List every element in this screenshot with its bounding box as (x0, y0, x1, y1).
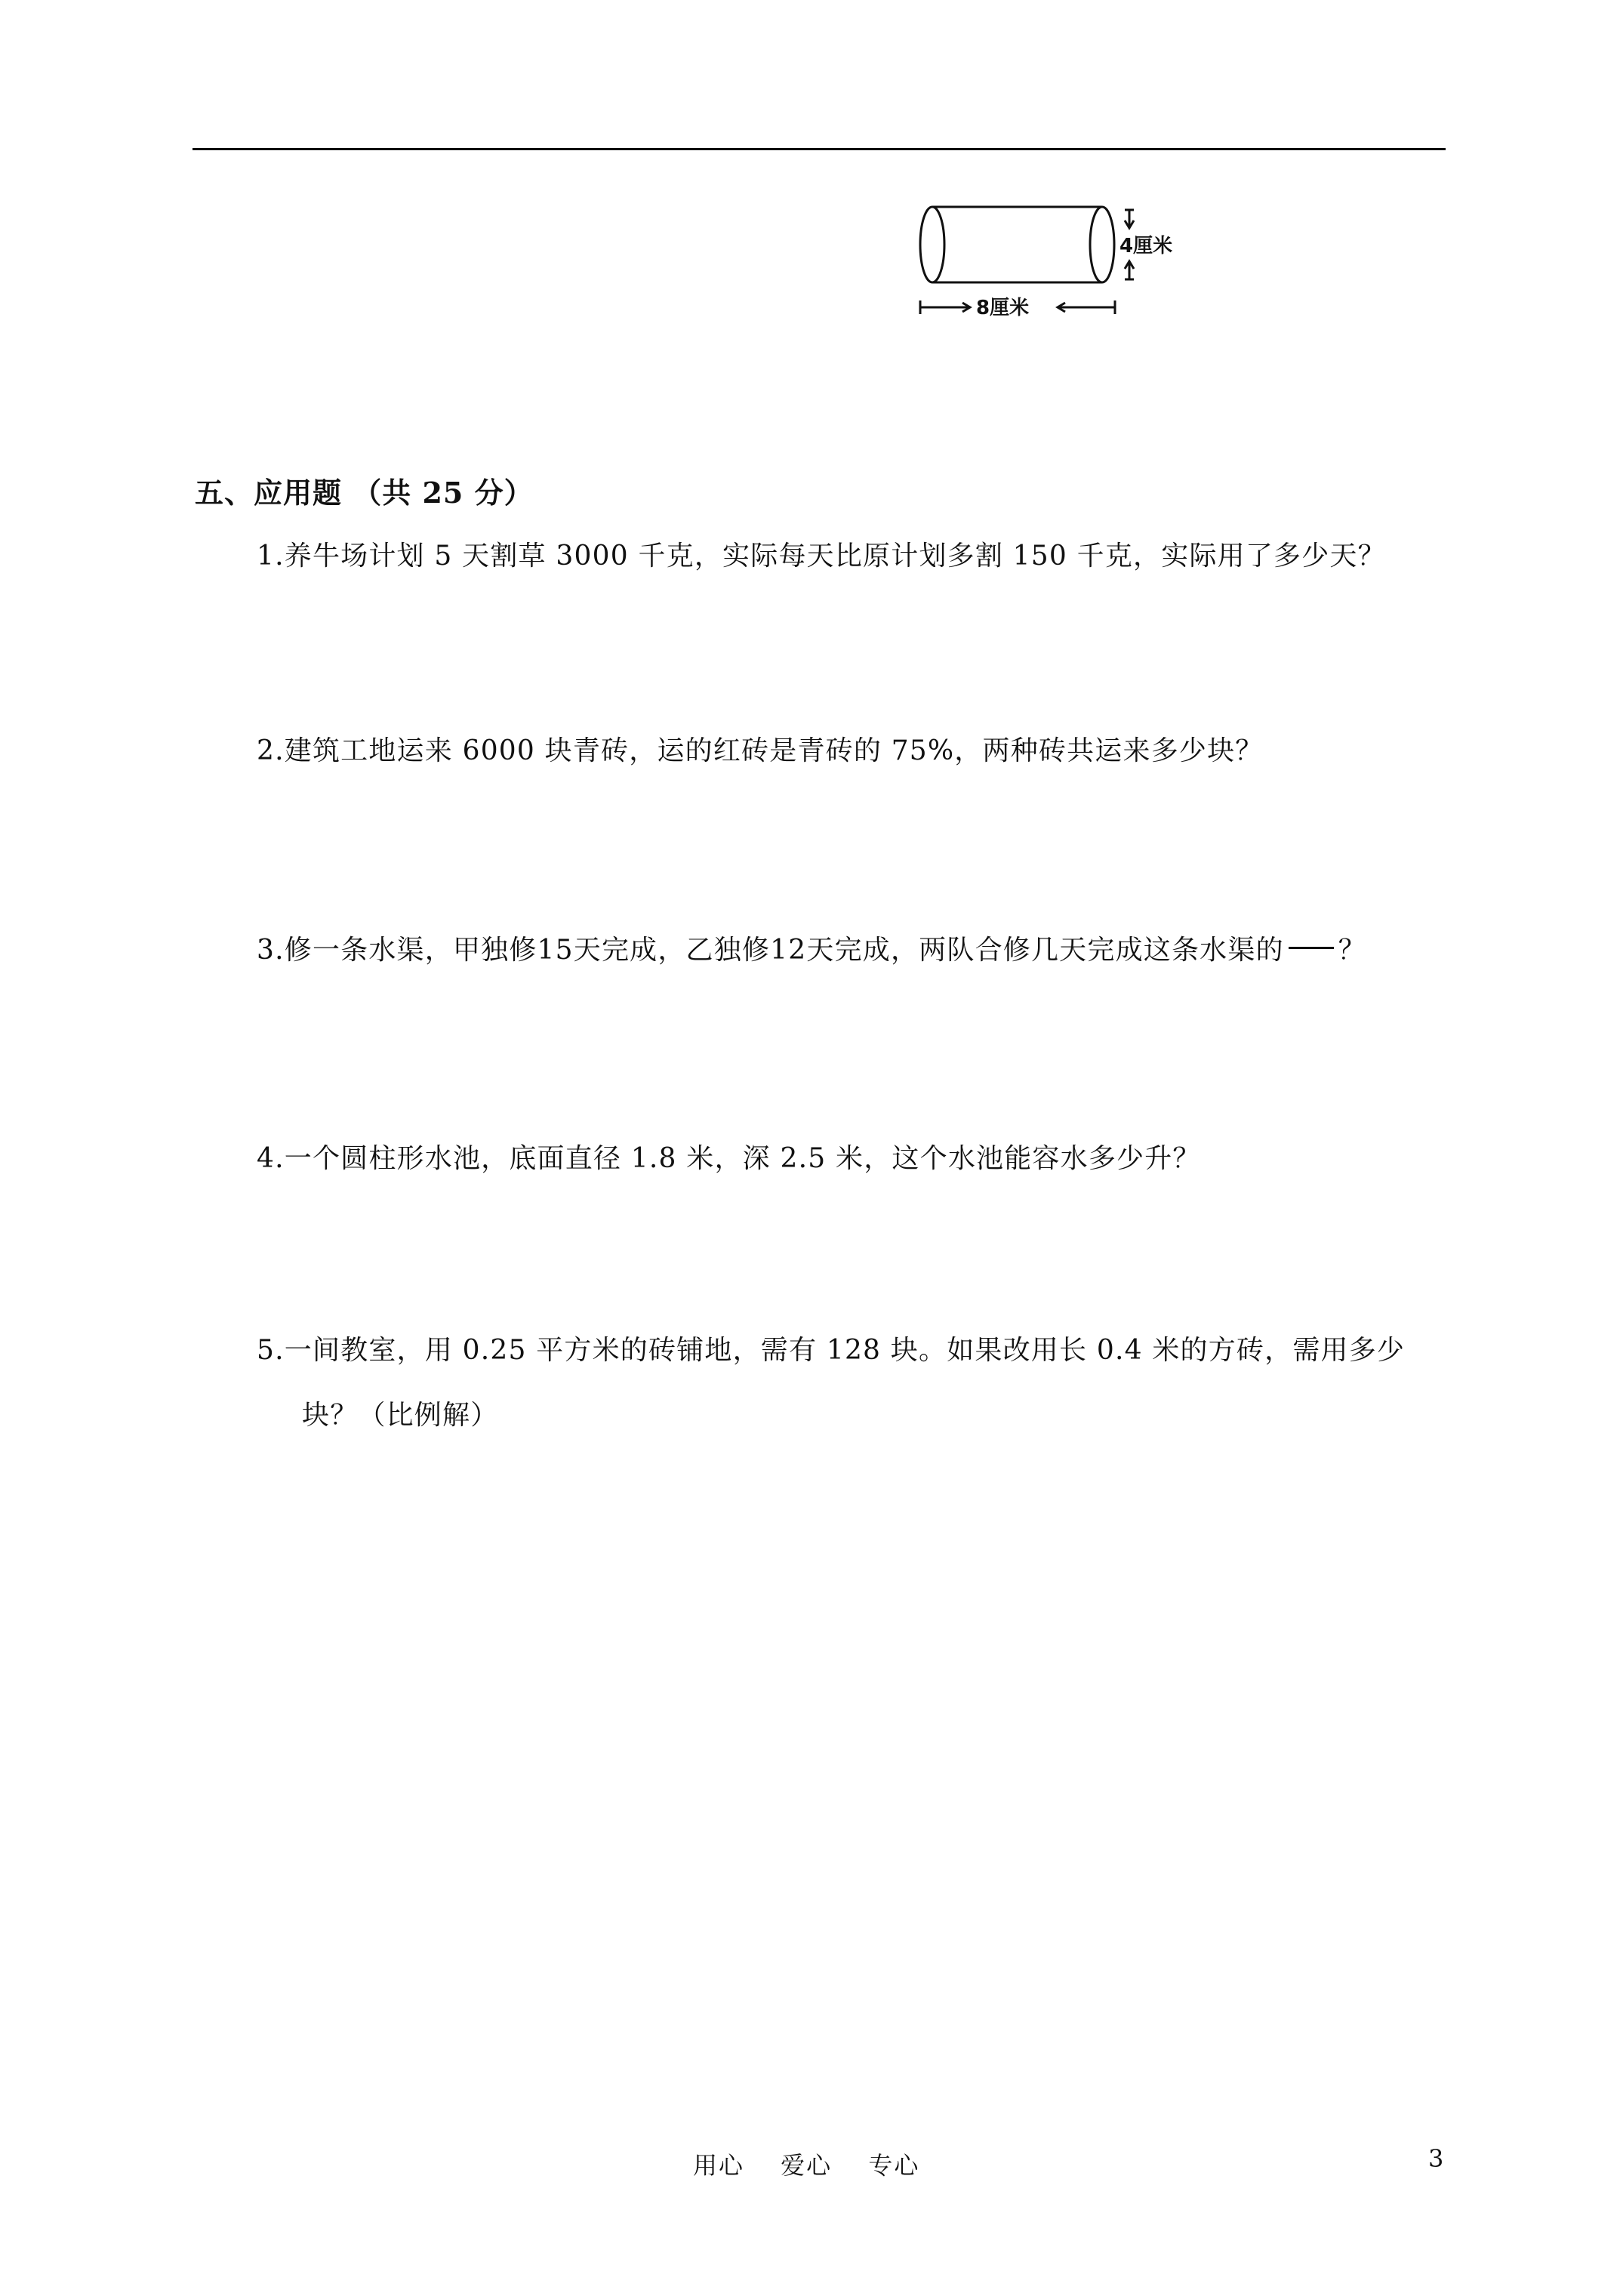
question-3-fraction-blank (1289, 947, 1334, 949)
question-3-text: 3.修一条水渠，甲独修15天完成，乙独修12天完成，两队合修几天完成这条水渠的 (257, 935, 1284, 966)
section-heading: 五、应用题 （共 25 分） (195, 476, 534, 510)
question-4: 4.一个圆柱形水池，底面直径 1.8 米，深 2.5 米，这个水池能容水多少升？ (257, 1143, 1201, 1174)
question-5-line-2: 块？（比例解） (302, 1400, 499, 1431)
question-2: 2.建筑工地运来 6000 块青砖，运的红砖是青砖的 75%，两种砖共运来多少块？ (257, 735, 1264, 766)
question-1: 1.养牛场计划 5 天割草 3000 千克，实际每天比原计划多割 150 千克，实际用了多少天？ (257, 541, 1386, 572)
figure-height-label: 4厘米 (1119, 235, 1173, 257)
question-3 (257, 929, 1366, 967)
question-3-mark: ？ (1338, 935, 1366, 966)
cylinder-figure (910, 195, 1181, 323)
figure-length-label: 8厘米 (976, 297, 1030, 319)
footer-motto: 用心 爱心 专心 (693, 2151, 920, 2180)
header-rule (192, 148, 1446, 150)
cylinder-left-end (920, 207, 944, 282)
cylinder-right-end (1090, 207, 1114, 282)
question-5-line-1: 5.一间教室，用 0.25 平方米的砖铺地，需有 128 块。如果改用长 0.4 米的方砖，需用多少 (257, 1335, 1406, 1366)
page-number: 3 (1428, 2144, 1444, 2173)
